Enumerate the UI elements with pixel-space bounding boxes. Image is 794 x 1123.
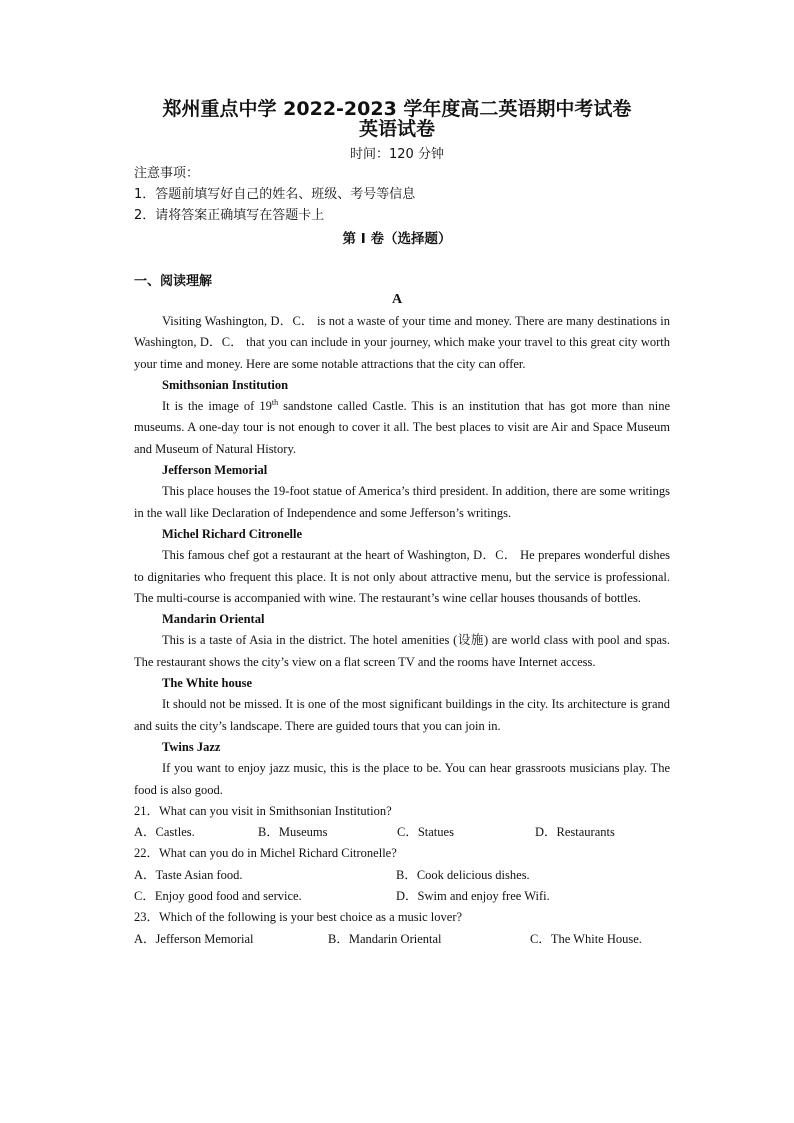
attraction-heading: The White house [162,676,253,691]
attraction-heading: Twins Jazz [162,739,221,754]
option: B．Museums [258,825,328,840]
section-title: 一、阅读理解 [134,274,213,289]
question-stem: 22．What can you do in Michel Richard Citronelle? [134,846,397,861]
exam-subtitle: 英语试卷 [358,118,435,140]
option: A．Jefferson Memorial [134,931,254,946]
attraction-text: It should not be missed. It is one of the most significant buildings in the city. Its architecture is grand and suits the city’s landscape. There are guided tours that you can join in. [134,697,670,733]
question-options [134,865,670,886]
attraction-heading: Smithsonian Institution [162,377,289,392]
question-options [134,929,670,950]
option: C．Enjoy good food and service. [134,889,302,904]
attraction-heading: Mandarin Oriental [162,612,265,627]
option: C．The White House. [530,931,642,946]
question-options [134,822,670,843]
option: D．Restaurants [535,825,615,840]
option: C．Statues [397,825,454,840]
attraction-heading: Jefferson Memorial [162,463,268,478]
exam-title: 郑州重点中学 2022-2023 学年度高二英语期中考试卷 [162,98,632,120]
question-stem: 21．What can you visit in Smithsonian Institution? [134,803,392,818]
attraction-text: It is the image of 19th sandstone called Castle. This is an institution that has got more than nine museums. A one-day tour is not enough to cover it all. The best places to visit are Air and Space Museum and Museum of Natural History. [134,398,670,456]
note-item: 2．请将答案正确填写在答题卡上 [134,208,325,223]
attraction-text: If you want to enjoy jazz music, this is the place to be. You can hear grassroots musicians play. The food is also good. [134,761,670,797]
option: B．Mandarin Oriental [328,931,442,946]
passage-letter: A [391,292,403,307]
question-options [134,886,670,907]
volume-title: 第 I 卷（选择题） [342,231,452,247]
attraction-heading: Michel Richard Citronelle [162,526,303,541]
option: D．Swim and enjoy free Wifi. [396,889,550,904]
attraction-text: This famous chef got a restaurant at the heart of Washington, D．C． He prepares wonderful dishes to dignitaries who frequent this place. It is not only about attractive menu, but the service is professional. The multi-course is accompanied with wine. The restaurant’s wine cellar houses thousands of bottles. [134,548,670,605]
passage-body [134,311,670,950]
option: A．Taste Asian food. [134,867,243,882]
question-stem: 23．Which of the following is your best choice as a music lover? [134,910,463,925]
note-item: 1．答题前填写好自己的姓名、班级、考号等信息 [134,187,416,202]
notes-block [134,163,415,226]
option: B．Cook delicious dishes. [396,867,530,882]
notes-heading: 注意事项： [134,166,200,181]
time-limit: 时间：120 分钟 [350,147,444,162]
attraction-text: This place houses the 19-foot statue of America’s third president. In addition, there are some writings in the wall like Declaration of Independence and some Jefferson’s writings. [134,484,670,520]
attraction-text: This is a taste of Asia in the district. The hotel amenities (设施) are world class with pool and spas. The restaurant shows the city’s view on a flat screen TV and the rooms have Internet access. [134,633,670,669]
passage-intro: Visiting Washington, D．C． is not a waste of your time and money. There are many destinations in Washington, D．C． that you can include in your journey, which make your travel to this great city worth your time and money. Here are some notable attractions that the city can offer. [134,314,670,371]
option: A．Castles. [134,825,195,840]
